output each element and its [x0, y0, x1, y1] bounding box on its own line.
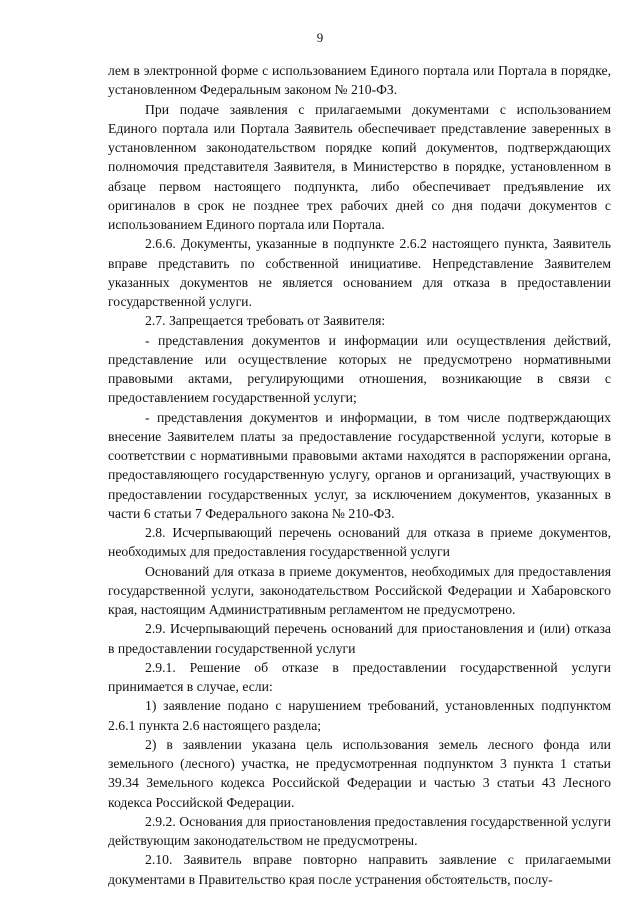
document-body — [108, 61, 611, 889]
paragraph-continuation: лем в электронной форме с использованием Единого портала или Портала в порядке, установленном Федеральным законом № 210-ФЗ. — [108, 63, 611, 98]
paragraph-2-7-item-2: - представления документов и информации, в том числе подтверждающих внесение Заявителем платы за предоставление государственной услуги, которые в соответствии с нормативными правовыми актами находятся в распоряжении органа, предоставляющего государственную услугу, органов и организаций, участвующих в предоставлении государственных услуг, за исключением документов, указанных в части 6 статьи 7 Федерального закона № 210-ФЗ. — [108, 409, 611, 521]
paragraph-2-9-heading: 2.9. Исчерпывающий перечень оснований для приостановления и (или) отказа в предоставлении государственной услуги — [108, 621, 611, 656]
paragraph-2-9-1: 2.9.1. Решение об отказе в предоставлении государственной услуги принимается в случае, если: — [108, 659, 611, 694]
paragraph-portal-submission: При подаче заявления с прилагаемыми документами с использованием Единого портала или Портала Заявитель обеспечивает представление заверенных в установленном законодательством порядке копий документов, подтверждающих полномочия представителя Заявителя, в Министерство в порядке, установленном в абзаце первом настоящего подпункта, либо обеспечивает предъявление их оригиналов в срок не позднее трех рабочих дней со дня подачи документов с использованием Единого портала или Портала. — [108, 101, 611, 232]
paragraph-2-10: 2.10. Заявитель вправе повторно направить заявление с прилагаемыми документами в Правительство края после устранения обстоятельств, послу- — [108, 852, 611, 887]
paragraph-2-8-heading: 2.8. Исчерпывающий перечень оснований для отказа в приеме документов, необходимых для предоставления государственной услуги — [108, 525, 611, 560]
paragraph-2-7-item-1: - представления документов и информации или осуществления действий, представление или осуществление которых не предусмотрено нормативными правовыми актами, регулирующими отношения, возникающие в связи с предоставлением государственной услуги; — [108, 332, 611, 406]
paragraph-2-6-6: 2.6.6. Документы, указанные в подпункте 2.6.2 настоящего пункта, Заявитель вправе представить по собственной инициативе. Непредставление Заявителем указанных документов не является основанием для отказа в предоставлении государственной услуги. — [108, 236, 611, 309]
paragraph-2-9-1-item-2: 2) в заявлении указана цель использования земель лесного фонда или земельного (лесного) участка, не предусмотренная подпунктом 3 пункта 1 статьи 39.34 Земельного кодекса Российской Федерации и частью 3 статьи 43 Лесного кодекса Российской Федерации. — [108, 736, 611, 810]
paragraph-2-7: 2.7. Запрещается требовать от Заявителя: — [145, 313, 386, 329]
page-number: 9 — [316, 30, 324, 45]
paragraph-2-9-2: 2.9.2. Основания для приостановления предоставления государственной услуги действующим законодательством не предусмотрены. — [108, 813, 611, 848]
paragraph-2-8-body: Оснований для отказа в приеме документов, необходимых для предоставления государственной услуги, законодательством Российской Федерации и Хабаровского края, настоящим Административным регламентом не предусмотрено. — [108, 563, 611, 617]
paragraph-2-9-1-item-1: 1) заявление подано с нарушением требований, установленных подпунктом 2.6.1 пункта 2.6 настоящего раздела; — [108, 698, 611, 733]
